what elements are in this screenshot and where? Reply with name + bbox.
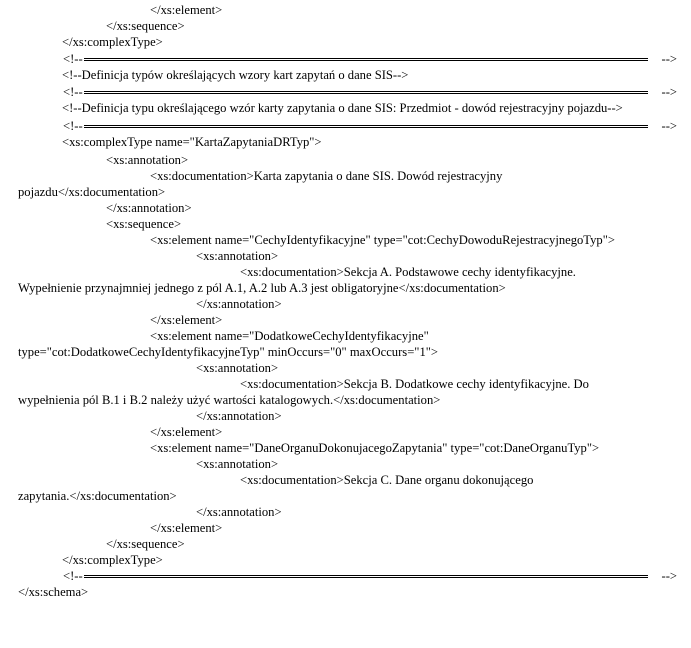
code-line-wrap: wypełnienia pól B.1 i B.2 należy użyć wartości katalogowych.</xs:documentation> (18, 393, 441, 407)
code-line: <xs:element name="CechyIdentyfikacyjne" type="cot:CechyDowoduRejestracyjnegoTyp"> (150, 233, 615, 247)
code-line-wrap: zapytania.</xs:documentation> (18, 489, 177, 503)
comment-open: <!-- (63, 52, 83, 66)
code-line: <xs:element name="DodatkoweCechyIdentyfikacyjne" (150, 329, 429, 343)
code-line: </xs:sequence> (106, 537, 185, 551)
code-line: </xs:annotation> (106, 201, 192, 215)
comment-close: --> (661, 52, 677, 66)
comment-close: --> (661, 569, 677, 583)
code-line: <xs:documentation>Karta zapytania o dane SIS. Dowód rejestracyjny (150, 169, 503, 183)
code-comment: <!--Definicja typu określającego wzór karty zapytania o dane SIS: Przedmiot - dowód rejestracyjny pojazdu--> (62, 101, 623, 115)
code-line: <xs:documentation>Sekcja B. Dodatkowe cechy identyfikacyjne. Do (240, 377, 589, 391)
comment-separator (62, 118, 678, 134)
code-line: <xs:annotation> (106, 153, 189, 167)
code-line: </xs:annotation> (196, 505, 282, 519)
code-line: <xs:annotation> (196, 457, 279, 471)
comment-open: <!-- (63, 85, 83, 99)
code-line: </xs:schema> (18, 585, 89, 599)
comment-close: --> (661, 85, 677, 99)
code-line-wrap: Wypełnienie przynajmniej jednego z pól A.1, A.2 lub A.3 jest obligatoryjne</xs:documentation> (18, 281, 506, 295)
code-line: </xs:annotation> (196, 409, 282, 423)
code-line: <xs:sequence> (106, 217, 182, 231)
code-line: <xs:element name="DaneOrganuDokonujacegoZapytania" type="cot:DaneOrganuTyp"> (150, 441, 600, 455)
code-line: <xs:complexType name="KartaZapytaniaDRTyp"> (62, 135, 322, 149)
code-line: </xs:element> (150, 313, 223, 327)
comment-separator (62, 51, 678, 67)
code-line: <xs:documentation>Sekcja A. Podstawowe cechy identyfikacyjne. (240, 265, 576, 279)
code-line-wrap: pojazdu</xs:documentation> (18, 185, 166, 199)
separator-rule (84, 575, 648, 578)
code-line: <xs:annotation> (196, 249, 279, 263)
code-line: </xs:annotation> (196, 297, 282, 311)
code-line: </xs:complexType> (62, 553, 163, 567)
code-line: <xs:documentation>Sekcja C. Dane organu dokonującego (240, 473, 534, 487)
code-line-wrap: type="cot:DodatkoweCechyIdentyfikacyjneTyp" minOccurs="0" maxOccurs="1"> (18, 345, 438, 359)
code-line: </xs:element> (150, 425, 223, 439)
comment-open: <!-- (63, 119, 83, 133)
code-line: </xs:complexType> (62, 35, 163, 49)
comment-open: <!-- (63, 569, 83, 583)
separator-rule (84, 125, 648, 128)
comment-close: --> (661, 119, 677, 133)
code-line: <xs:annotation> (196, 361, 279, 375)
comment-separator (62, 84, 678, 100)
separator-rule (84, 58, 648, 61)
code-line: </xs:element> (150, 521, 223, 535)
separator-rule (84, 91, 648, 94)
comment-separator (62, 568, 678, 584)
code-comment: <!--Definicja typów określających wzory kart zapytań o dane SIS--> (62, 68, 409, 82)
code-line: </xs:element> (150, 3, 223, 17)
code-line: </xs:sequence> (106, 19, 185, 33)
